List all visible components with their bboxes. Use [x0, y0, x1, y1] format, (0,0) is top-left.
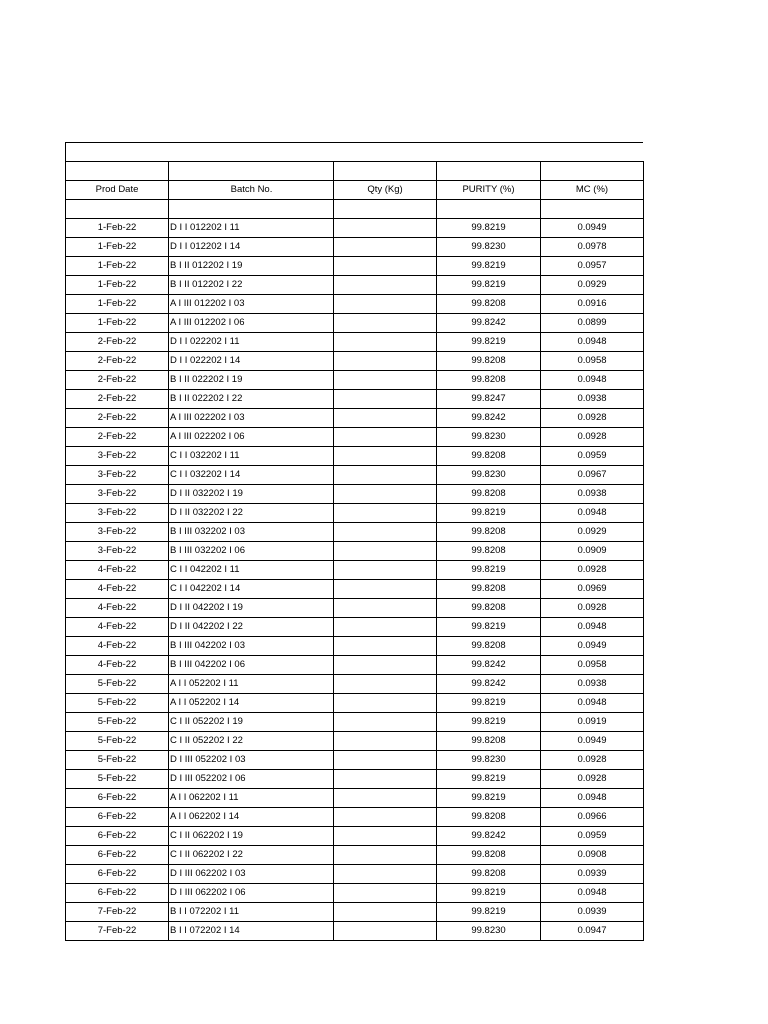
- cell-purity: 99.8208: [437, 808, 541, 827]
- blank-cell: [169, 162, 334, 181]
- cell-qty: [334, 523, 437, 542]
- cell-mc: 0.0909: [541, 542, 644, 561]
- cell-batch-no: A I I 062202 I 11: [169, 789, 334, 808]
- cell-qty: [334, 504, 437, 523]
- cell-prod-date: 3-Feb-22: [66, 447, 169, 466]
- cell-qty: [334, 732, 437, 751]
- blank-cell: [437, 200, 541, 219]
- cell-batch-no: A I III 012202 I 03: [169, 295, 334, 314]
- cell-purity: 99.8208: [437, 542, 541, 561]
- cell-qty: [334, 656, 437, 675]
- cell-mc: 0.0928: [541, 770, 644, 789]
- cell-qty: [334, 561, 437, 580]
- blank-cell: [334, 162, 437, 181]
- cell-qty: [334, 276, 437, 295]
- cell-mc: 0.0928: [541, 751, 644, 770]
- table-row: [66, 808, 644, 827]
- blank-cell: [541, 162, 644, 181]
- cell-purity: 99.8208: [437, 295, 541, 314]
- blank-cell: [541, 200, 644, 219]
- cell-purity: 99.8230: [437, 751, 541, 770]
- cell-qty: [334, 846, 437, 865]
- cell-prod-date: 3-Feb-22: [66, 466, 169, 485]
- cell-prod-date: 2-Feb-22: [66, 409, 169, 428]
- cell-prod-date: 1-Feb-22: [66, 276, 169, 295]
- cell-qty: [334, 884, 437, 903]
- table-row: [66, 694, 644, 713]
- cell-mc: 0.0948: [541, 618, 644, 637]
- cell-mc: 0.0949: [541, 732, 644, 751]
- cell-mc: 0.0959: [541, 447, 644, 466]
- cell-mc: 0.0929: [541, 276, 644, 295]
- cell-purity: 99.8230: [437, 922, 541, 941]
- cell-purity: 99.8242: [437, 656, 541, 675]
- table-row: [66, 865, 644, 884]
- table-row: [66, 637, 644, 656]
- cell-batch-no: A I I 052202 I 14: [169, 694, 334, 713]
- table-row: [66, 656, 644, 675]
- cell-purity: 99.8219: [437, 789, 541, 808]
- cell-mc: 0.0948: [541, 694, 644, 713]
- cell-purity: 99.8219: [437, 770, 541, 789]
- cell-purity: 99.8242: [437, 409, 541, 428]
- cell-batch-no: D I I 022202 I 11: [169, 333, 334, 352]
- table-row: [66, 827, 644, 846]
- cell-purity: 99.8242: [437, 675, 541, 694]
- cell-qty: [334, 865, 437, 884]
- cell-prod-date: 2-Feb-22: [66, 428, 169, 447]
- table-row: [66, 732, 644, 751]
- cell-purity: 99.8208: [437, 447, 541, 466]
- cell-purity: 99.8219: [437, 276, 541, 295]
- cell-purity: 99.8208: [437, 599, 541, 618]
- cell-batch-no: C I I 032202 I 14: [169, 466, 334, 485]
- cell-batch-no: D I III 052202 I 06: [169, 770, 334, 789]
- cell-prod-date: 2-Feb-22: [66, 333, 169, 352]
- cell-mc: 0.0908: [541, 846, 644, 865]
- cell-prod-date: 1-Feb-22: [66, 219, 169, 238]
- table-row: [66, 599, 644, 618]
- cell-qty: [334, 675, 437, 694]
- cell-mc: 0.0938: [541, 485, 644, 504]
- cell-prod-date: 3-Feb-22: [66, 523, 169, 542]
- cell-mc: 0.0919: [541, 713, 644, 732]
- cell-prod-date: 4-Feb-22: [66, 656, 169, 675]
- cell-mc: 0.0948: [541, 884, 644, 903]
- table-row: [66, 580, 644, 599]
- blank-cell: [169, 200, 334, 219]
- cell-mc: 0.0966: [541, 808, 644, 827]
- cell-prod-date: 4-Feb-22: [66, 637, 169, 656]
- cell-mc: 0.0948: [541, 333, 644, 352]
- cell-purity: 99.8208: [437, 637, 541, 656]
- cell-batch-no: D I III 062202 I 06: [169, 884, 334, 903]
- cell-purity: 99.8219: [437, 884, 541, 903]
- cell-batch-no: D I II 042202 I 19: [169, 599, 334, 618]
- cell-mc: 0.0938: [541, 675, 644, 694]
- cell-prod-date: 1-Feb-22: [66, 238, 169, 257]
- blank-cell: [66, 162, 169, 181]
- cell-prod-date: 5-Feb-22: [66, 732, 169, 751]
- cell-qty: [334, 580, 437, 599]
- cell-qty: [334, 637, 437, 656]
- table-row: [66, 523, 644, 542]
- cell-prod-date: 2-Feb-22: [66, 371, 169, 390]
- cell-qty: [334, 694, 437, 713]
- cell-qty: [334, 238, 437, 257]
- cell-prod-date: 7-Feb-22: [66, 922, 169, 941]
- table-row: [66, 276, 644, 295]
- cell-batch-no: B I III 042202 I 06: [169, 656, 334, 675]
- cell-prod-date: 6-Feb-22: [66, 884, 169, 903]
- cell-batch-no: A I I 062202 I 14: [169, 808, 334, 827]
- cell-batch-no: B I II 012202 I 19: [169, 257, 334, 276]
- cell-batch-no: C I II 052202 I 19: [169, 713, 334, 732]
- table-row: [66, 846, 644, 865]
- table-row: [66, 352, 644, 371]
- cell-qty: [334, 808, 437, 827]
- cell-qty: [334, 447, 437, 466]
- cell-purity: 99.8247: [437, 390, 541, 409]
- table-row: [66, 903, 644, 922]
- header-batch-no: Batch No.: [169, 181, 334, 200]
- table-row: [66, 371, 644, 390]
- blank-row: [66, 200, 644, 219]
- table-row: [66, 447, 644, 466]
- cell-purity: 99.8219: [437, 561, 541, 580]
- cell-batch-no: D I I 012202 I 11: [169, 219, 334, 238]
- cell-purity: 99.8230: [437, 238, 541, 257]
- blank-cell: [66, 200, 169, 219]
- cell-batch-no: D I II 042202 I 22: [169, 618, 334, 637]
- spreadsheet: [65, 142, 643, 941]
- table-row: [66, 922, 644, 941]
- title-row: [65, 142, 643, 161]
- cell-prod-date: 6-Feb-22: [66, 846, 169, 865]
- table-row: [66, 295, 644, 314]
- cell-batch-no: D I II 032202 I 19: [169, 485, 334, 504]
- cell-purity: 99.8208: [437, 865, 541, 884]
- cell-batch-no: B I I 072202 I 14: [169, 922, 334, 941]
- cell-prod-date: 4-Feb-22: [66, 618, 169, 637]
- header-row: [66, 181, 644, 200]
- cell-qty: [334, 390, 437, 409]
- header-purity: PURITY (%): [437, 181, 541, 200]
- header-prod-date: Prod Date: [66, 181, 169, 200]
- cell-batch-no: A I III 022202 I 03: [169, 409, 334, 428]
- blank-cell: [437, 162, 541, 181]
- cell-purity: 99.8208: [437, 485, 541, 504]
- cell-mc: 0.0948: [541, 371, 644, 390]
- cell-mc: 0.0899: [541, 314, 644, 333]
- cell-prod-date: 1-Feb-22: [66, 295, 169, 314]
- cell-batch-no: B I III 032202 I 03: [169, 523, 334, 542]
- cell-qty: [334, 618, 437, 637]
- table-row: [66, 314, 644, 333]
- cell-mc: 0.0948: [541, 789, 644, 808]
- cell-prod-date: 6-Feb-22: [66, 789, 169, 808]
- cell-qty: [334, 409, 437, 428]
- table-row: [66, 618, 644, 637]
- table-row: [66, 542, 644, 561]
- cell-qty: [334, 922, 437, 941]
- cell-qty: [334, 542, 437, 561]
- cell-prod-date: 2-Feb-22: [66, 390, 169, 409]
- cell-purity: 99.8219: [437, 694, 541, 713]
- header-mc: MC (%): [541, 181, 644, 200]
- cell-batch-no: D I I 022202 I 14: [169, 352, 334, 371]
- cell-batch-no: B I II 012202 I 22: [169, 276, 334, 295]
- cell-purity: 99.8219: [437, 504, 541, 523]
- table-row: [66, 675, 644, 694]
- table-row: [66, 504, 644, 523]
- cell-qty: [334, 903, 437, 922]
- cell-mc: 0.0928: [541, 599, 644, 618]
- cell-batch-no: B I III 032202 I 06: [169, 542, 334, 561]
- cell-batch-no: B I II 022202 I 22: [169, 390, 334, 409]
- cell-purity: 99.8219: [437, 257, 541, 276]
- cell-qty: [334, 371, 437, 390]
- cell-prod-date: 3-Feb-22: [66, 542, 169, 561]
- cell-qty: [334, 257, 437, 276]
- cell-qty: [334, 751, 437, 770]
- cell-mc: 0.0949: [541, 219, 644, 238]
- cell-mc: 0.0948: [541, 504, 644, 523]
- table-row: [66, 751, 644, 770]
- cell-prod-date: 5-Feb-22: [66, 713, 169, 732]
- cell-qty: [334, 428, 437, 447]
- cell-batch-no: C I I 042202 I 14: [169, 580, 334, 599]
- cell-mc: 0.0928: [541, 409, 644, 428]
- cell-qty: [334, 333, 437, 352]
- cell-mc: 0.0947: [541, 922, 644, 941]
- cell-purity: 99.8219: [437, 903, 541, 922]
- table-row: [66, 884, 644, 903]
- cell-mc: 0.0939: [541, 865, 644, 884]
- table-row: [66, 409, 644, 428]
- table-row: [66, 713, 644, 732]
- cell-prod-date: 6-Feb-22: [66, 865, 169, 884]
- cell-mc: 0.0969: [541, 580, 644, 599]
- cell-prod-date: 4-Feb-22: [66, 580, 169, 599]
- table-row: [66, 390, 644, 409]
- table-row: [66, 257, 644, 276]
- data-table: [65, 161, 644, 941]
- cell-batch-no: C I I 032202 I 11: [169, 447, 334, 466]
- cell-batch-no: B I III 042202 I 03: [169, 637, 334, 656]
- cell-batch-no: C I II 062202 I 22: [169, 846, 334, 865]
- cell-prod-date: 5-Feb-22: [66, 675, 169, 694]
- cell-batch-no: D I I 012202 I 14: [169, 238, 334, 257]
- cell-qty: [334, 314, 437, 333]
- cell-purity: 99.8230: [437, 466, 541, 485]
- cell-qty: [334, 466, 437, 485]
- table-row: [66, 789, 644, 808]
- cell-batch-no: B I I 072202 I 11: [169, 903, 334, 922]
- cell-mc: 0.0978: [541, 238, 644, 257]
- cell-qty: [334, 352, 437, 371]
- cell-purity: 99.8242: [437, 314, 541, 333]
- cell-qty: [334, 599, 437, 618]
- cell-mc: 0.0928: [541, 428, 644, 447]
- cell-purity: 99.8208: [437, 732, 541, 751]
- cell-batch-no: C I II 062202 I 19: [169, 827, 334, 846]
- cell-purity: 99.8230: [437, 428, 541, 447]
- cell-purity: 99.8208: [437, 523, 541, 542]
- cell-batch-no: A I I 052202 I 11: [169, 675, 334, 694]
- cell-qty: [334, 713, 437, 732]
- cell-purity: 99.8219: [437, 219, 541, 238]
- cell-mc: 0.0949: [541, 637, 644, 656]
- cell-prod-date: 2-Feb-22: [66, 352, 169, 371]
- cell-purity: 99.8242: [437, 827, 541, 846]
- cell-prod-date: 5-Feb-22: [66, 694, 169, 713]
- cell-qty: [334, 770, 437, 789]
- table-row: [66, 561, 644, 580]
- cell-qty: [334, 219, 437, 238]
- cell-mc: 0.0958: [541, 352, 644, 371]
- cell-batch-no: B I II 022202 I 19: [169, 371, 334, 390]
- cell-mc: 0.0959: [541, 827, 644, 846]
- cell-purity: 99.8219: [437, 618, 541, 637]
- table-row: [66, 485, 644, 504]
- table-row: [66, 770, 644, 789]
- cell-mc: 0.0939: [541, 903, 644, 922]
- cell-batch-no: A I III 012202 I 06: [169, 314, 334, 333]
- cell-prod-date: 4-Feb-22: [66, 561, 169, 580]
- cell-prod-date: 1-Feb-22: [66, 257, 169, 276]
- table-row: [66, 428, 644, 447]
- cell-mc: 0.0916: [541, 295, 644, 314]
- table-row: [66, 466, 644, 485]
- cell-purity: 99.8219: [437, 333, 541, 352]
- cell-qty: [334, 485, 437, 504]
- cell-batch-no: C I II 052202 I 22: [169, 732, 334, 751]
- cell-prod-date: 6-Feb-22: [66, 827, 169, 846]
- table-row: [66, 333, 644, 352]
- cell-prod-date: 3-Feb-22: [66, 485, 169, 504]
- table-row: [66, 238, 644, 257]
- cell-qty: [334, 295, 437, 314]
- cell-batch-no: D I III 052202 I 03: [169, 751, 334, 770]
- cell-prod-date: 5-Feb-22: [66, 770, 169, 789]
- cell-prod-date: 5-Feb-22: [66, 751, 169, 770]
- table-row: [66, 219, 644, 238]
- cell-mc: 0.0967: [541, 466, 644, 485]
- cell-qty: [334, 827, 437, 846]
- cell-prod-date: 7-Feb-22: [66, 903, 169, 922]
- cell-batch-no: A I III 022202 I 06: [169, 428, 334, 447]
- cell-mc: 0.0928: [541, 561, 644, 580]
- cell-purity: 99.8208: [437, 371, 541, 390]
- cell-purity: 99.8208: [437, 846, 541, 865]
- cell-prod-date: 4-Feb-22: [66, 599, 169, 618]
- cell-batch-no: D I II 032202 I 22: [169, 504, 334, 523]
- cell-batch-no: C I I 042202 I 11: [169, 561, 334, 580]
- cell-qty: [334, 789, 437, 808]
- cell-prod-date: 3-Feb-22: [66, 504, 169, 523]
- cell-prod-date: 6-Feb-22: [66, 808, 169, 827]
- cell-mc: 0.0938: [541, 390, 644, 409]
- header-qty: Qty (Kg): [334, 181, 437, 200]
- blank-cell: [334, 200, 437, 219]
- cell-batch-no: D I III 062202 I 03: [169, 865, 334, 884]
- cell-purity: 99.8219: [437, 713, 541, 732]
- cell-purity: 99.8208: [437, 352, 541, 371]
- blank-row: [66, 162, 644, 181]
- cell-prod-date: 1-Feb-22: [66, 314, 169, 333]
- cell-mc: 0.0958: [541, 656, 644, 675]
- cell-mc: 0.0929: [541, 523, 644, 542]
- cell-purity: 99.8208: [437, 580, 541, 599]
- cell-mc: 0.0957: [541, 257, 644, 276]
